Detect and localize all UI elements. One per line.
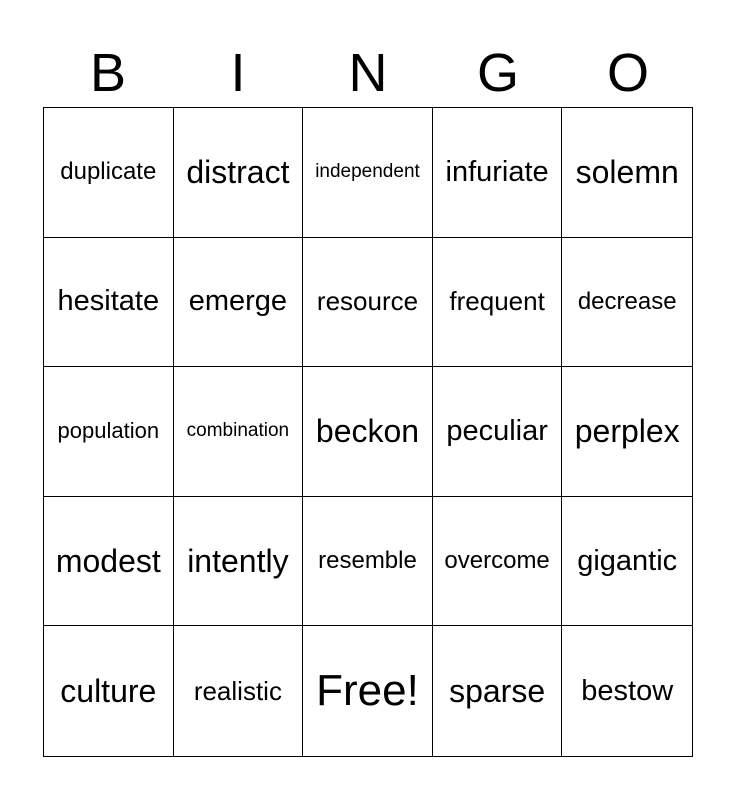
bingo-cell[interactable]: frequent — [433, 238, 563, 368]
header-letter-b: B — [89, 43, 127, 103]
bingo-cell[interactable]: modest — [44, 497, 174, 627]
header-letter-n: N — [348, 43, 388, 103]
bingo-board — [43, 107, 693, 757]
bingo-cell[interactable]: duplicate — [44, 108, 174, 238]
bingo-cell[interactable]: independent — [303, 108, 433, 238]
bingo-cell[interactable]: decrease — [562, 238, 692, 368]
bingo-cell[interactable]: beckon — [303, 367, 433, 497]
free-space-cell[interactable]: Free! — [303, 626, 433, 756]
bingo-cell[interactable]: distract — [174, 108, 304, 238]
bingo-cell[interactable]: gigantic — [562, 497, 692, 627]
bingo-header — [43, 38, 693, 108]
bingo-cell[interactable]: resemble — [303, 497, 433, 627]
bingo-cell[interactable]: peculiar — [433, 367, 563, 497]
bingo-cell[interactable]: culture — [44, 626, 174, 756]
bingo-cell[interactable]: overcome — [433, 497, 563, 627]
header-letter-o: O — [606, 43, 649, 103]
bingo-cell[interactable]: resource — [303, 238, 433, 368]
bingo-cell[interactable]: combination — [174, 367, 304, 497]
bingo-cell[interactable]: infuriate — [433, 108, 563, 238]
bingo-cell[interactable]: realistic — [174, 626, 304, 756]
header-letter-i: I — [230, 43, 246, 103]
bingo-cell[interactable]: emerge — [174, 238, 304, 368]
bingo-cell[interactable]: perplex — [562, 367, 692, 497]
header-letter-g: G — [476, 43, 519, 103]
bingo-cell[interactable]: bestow — [581, 674, 674, 707]
bingo-cell[interactable]: intently — [174, 497, 304, 627]
bingo-cell[interactable]: solemn — [562, 108, 692, 238]
bingo-cell[interactable]: sparse — [433, 626, 563, 756]
bingo-cell[interactable]: hesitate — [44, 238, 174, 368]
bingo-cell[interactable]: population — [44, 367, 174, 497]
